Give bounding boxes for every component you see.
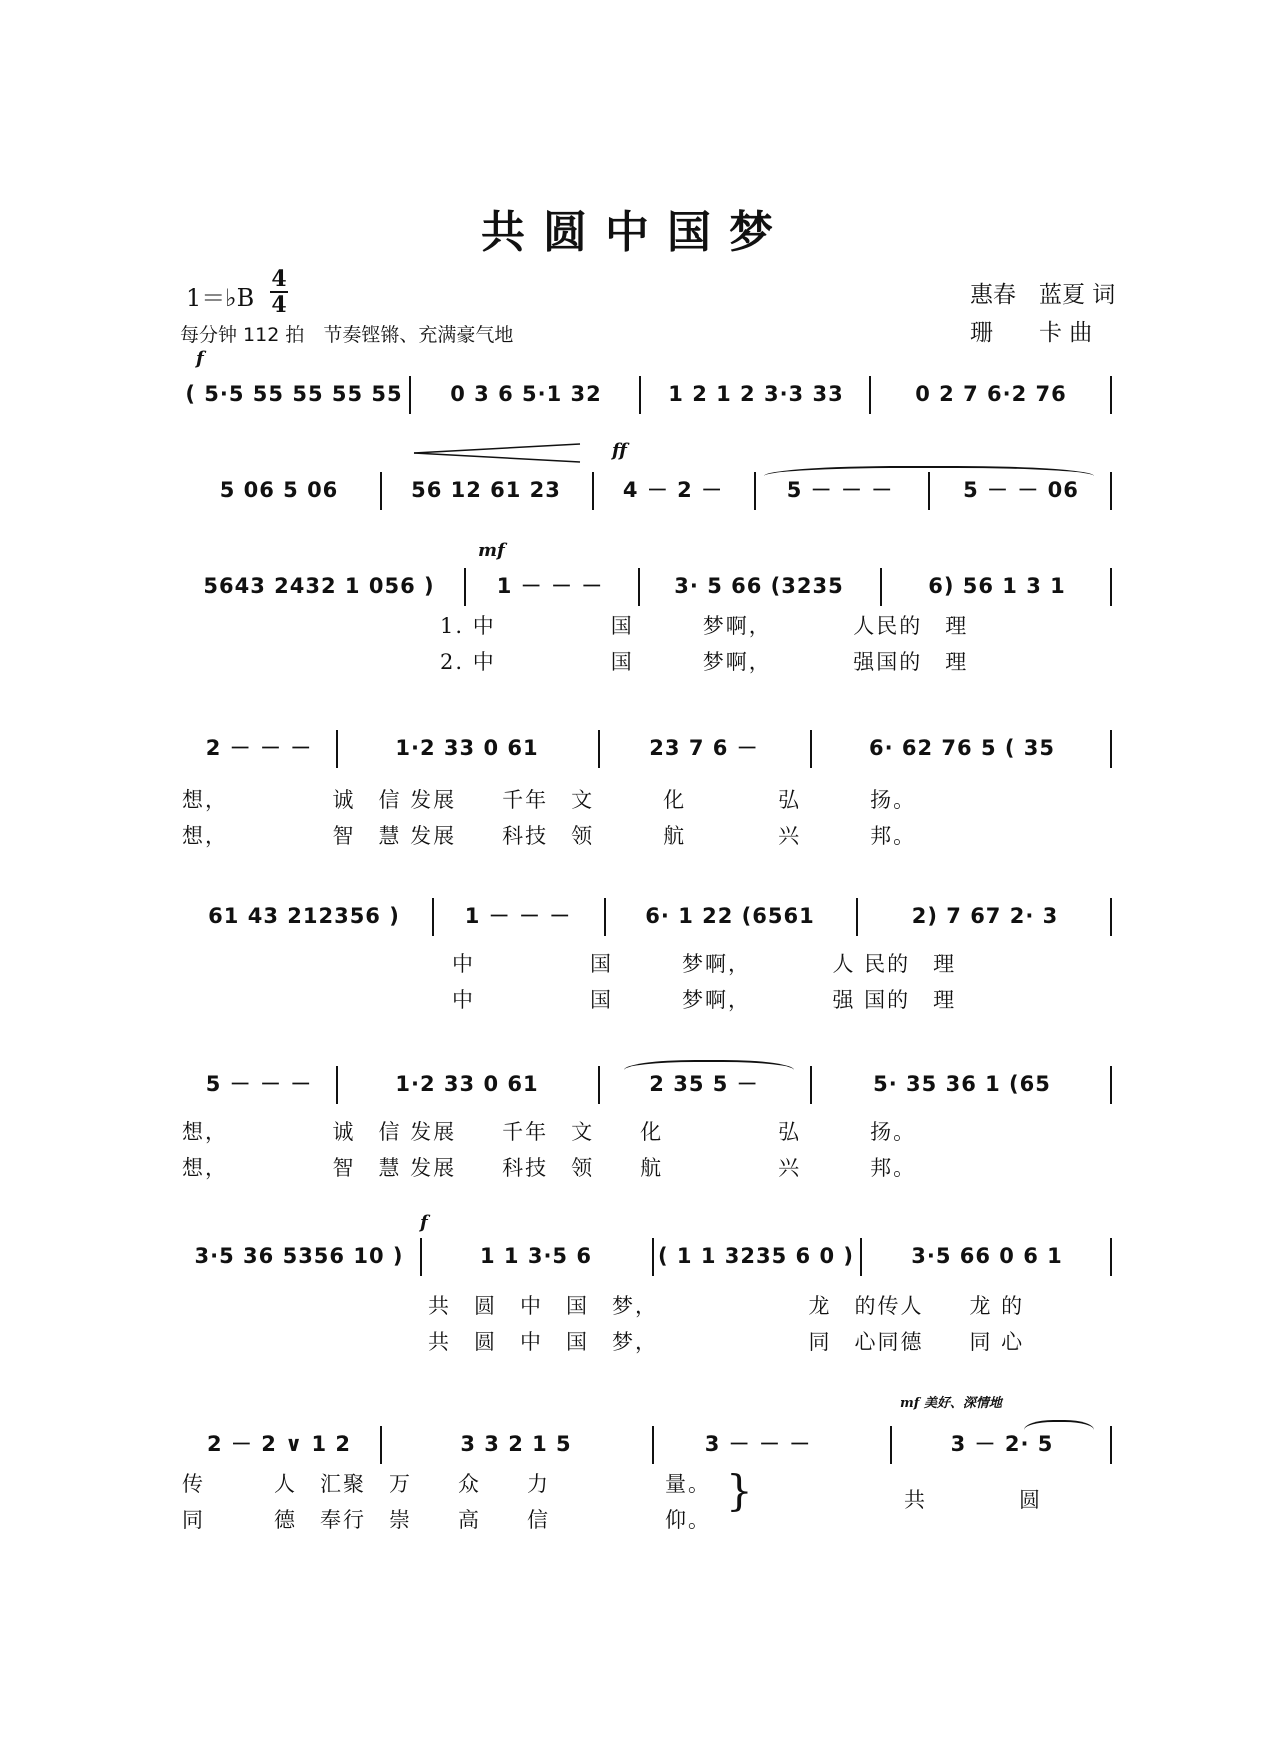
barline: [1110, 472, 1112, 510]
bar-3-1: 5643 2432 1 056 ): [203, 574, 435, 598]
lyricist-credit: 惠春 蓝夏 词: [970, 282, 1116, 308]
barline: [598, 730, 600, 768]
bar-3-2: 1 － － －: [496, 574, 604, 598]
lyric-verse-1: 1. 中 国 梦啊， 人民的 理: [440, 614, 969, 638]
barline: [336, 1066, 338, 1104]
barline: [810, 730, 812, 768]
bar-3-4: 6) 56 1 3 1: [928, 574, 1066, 598]
lyric-verse-1: 共 圆 中 国 梦， 龙 的传人 龙 的: [428, 1294, 1025, 1318]
bar-2-1: 5 06 5 06: [219, 478, 339, 502]
bar-6-2: 1·2 33 0 61: [395, 1072, 539, 1096]
lyric-verse-2: 想， 智 慧 发展 科技 领 航 兴 邦。: [182, 824, 917, 848]
barline: [409, 376, 411, 414]
bar-2-3: 4 － 2 －: [622, 478, 724, 502]
barline: [592, 472, 594, 510]
lyric-continuation: 共 圆: [904, 1488, 1042, 1512]
tempo-marking: 每分钟 112 拍 节奏铿锵、充满豪气地: [180, 324, 514, 346]
bar-5-2: 1 － － －: [464, 904, 572, 928]
tie: [624, 1060, 794, 1070]
dynamic-mf-1: mf: [478, 540, 505, 561]
staff-system-1: [184, 370, 1124, 426]
bar-6-3: 2 35 5 －: [649, 1072, 759, 1096]
song-title: 共圆中国梦: [481, 207, 791, 258]
lyric-verse-1: 中 国 梦啊， 人 民的 理: [452, 952, 957, 976]
lyric-verse-2: 想， 智 慧 发展 科技 领 航 兴 邦。: [182, 1156, 917, 1180]
bar-4-1: 2 － － －: [205, 736, 313, 760]
barline: [432, 898, 434, 936]
staff-system-7: [184, 1232, 1124, 1288]
lyric-verse-1: 想， 诚 信 发展 千年 文 化 弘 扬。: [182, 788, 917, 812]
bar-8-1: 2 － 2 ∨ 1 2: [206, 1432, 352, 1456]
time-signature: [270, 268, 288, 316]
bar-7-4: 3·5 66 0 6 1: [911, 1244, 1063, 1268]
barline: [639, 376, 641, 414]
bar-1-1: ( 5·5 55 55 55 55: [185, 382, 403, 406]
barline: [652, 1426, 654, 1464]
barline: [598, 1066, 600, 1104]
bar-7-3: ( 1 1 3235 6 0 ): [658, 1244, 854, 1268]
tie: [764, 466, 1094, 476]
bar-8-4: 3 － 2· 5: [950, 1432, 1054, 1456]
bar-2-2: 56 12 61 23: [411, 478, 561, 502]
dynamic-mf-2: mf 美好、深情地: [900, 1396, 1002, 1411]
bar-3-3: 3· 5 66 (3235: [674, 574, 844, 598]
lyric-verse-2: 中 国 梦啊， 强 国的 理: [452, 988, 957, 1012]
staff-system-2: [184, 466, 1124, 522]
barline: [860, 1238, 862, 1276]
barline: [652, 1238, 654, 1276]
barline: [1110, 730, 1112, 768]
lyric-verse-1: 传 人 汇聚 万 众 力 量。: [182, 1472, 711, 1496]
barline: [928, 472, 930, 510]
bar-5-1: 61 43 212356 ): [208, 904, 400, 928]
bar-2-4: 5 － － －: [786, 478, 894, 502]
dynamic-f-2: f: [420, 1212, 428, 1233]
barline: [604, 898, 606, 936]
barline: [810, 1066, 812, 1104]
barline: [380, 1426, 382, 1464]
dynamic-ff: ff: [612, 440, 627, 461]
bar-7-1: 3·5 36 5356 10 ): [194, 1244, 404, 1268]
barline: [1110, 1426, 1112, 1464]
barline: [1110, 1238, 1112, 1276]
barline: [1110, 376, 1112, 414]
barline: [869, 376, 871, 414]
bar-4-2: 1·2 33 0 61: [395, 736, 539, 760]
bar-7-2: 1 1 3·5 6: [480, 1244, 592, 1268]
bar-2-5: 5 － － 06: [963, 478, 1079, 502]
barline: [1110, 1066, 1112, 1104]
bar-6-1: 5 － － －: [205, 1072, 313, 1096]
barline: [380, 472, 382, 510]
barline: [464, 568, 466, 606]
staff-system-4: [184, 724, 1124, 780]
staff-system-5: [184, 892, 1124, 948]
bar-4-4: 6· 62 76 5 ( 35: [868, 736, 1056, 760]
time-signature-top: 4: [271, 266, 287, 292]
composer-credit: 珊 卡 曲: [970, 320, 1093, 346]
bar-1-2: 0 3 6 5·1 32: [450, 382, 602, 406]
barline: [856, 898, 858, 936]
crescendo-hairpin: [412, 442, 582, 464]
staff-system-6: [184, 1060, 1124, 1116]
bar-4-3: 23 7 6 －: [649, 736, 759, 760]
lyric-verse-2: 2. 中 国 梦啊， 强国的 理: [440, 650, 969, 674]
dynamic-f-1: f: [196, 348, 204, 369]
key-signature: 1＝♭B: [186, 284, 255, 312]
time-signature-bottom: 4: [271, 292, 287, 318]
barline: [890, 1426, 892, 1464]
bar-5-4: 2) 7 67 2· 3: [911, 904, 1059, 928]
lyric-verse-2: 共 圆 中 国 梦， 同 心同德 同 心: [428, 1330, 1025, 1354]
verse-brace: }: [726, 1466, 753, 1515]
barline: [754, 472, 756, 510]
barline: [336, 730, 338, 768]
bar-8-3: 3 － － －: [704, 1432, 812, 1456]
barline: [880, 568, 882, 606]
bar-1-3: 1 2 1 2 3·3 33: [668, 382, 844, 406]
barline: [1110, 898, 1112, 936]
barline: [638, 568, 640, 606]
bar-8-2: 3 3 2 1 5: [460, 1432, 572, 1456]
bar-1-4: 0 2 7 6·2 76: [915, 382, 1067, 406]
barline: [420, 1238, 422, 1276]
lyric-verse-1: 想， 诚 信 发展 千年 文 化 弘 扬。: [182, 1120, 917, 1144]
barline: [1110, 568, 1112, 606]
lyric-verse-2: 同 德 奉行 崇 高 信 仰。: [182, 1508, 711, 1532]
tie: [1024, 1420, 1094, 1430]
bar-5-3: 6· 1 22 (6561: [645, 904, 815, 928]
bar-6-4: 5· 35 36 1 (65: [873, 1072, 1051, 1096]
